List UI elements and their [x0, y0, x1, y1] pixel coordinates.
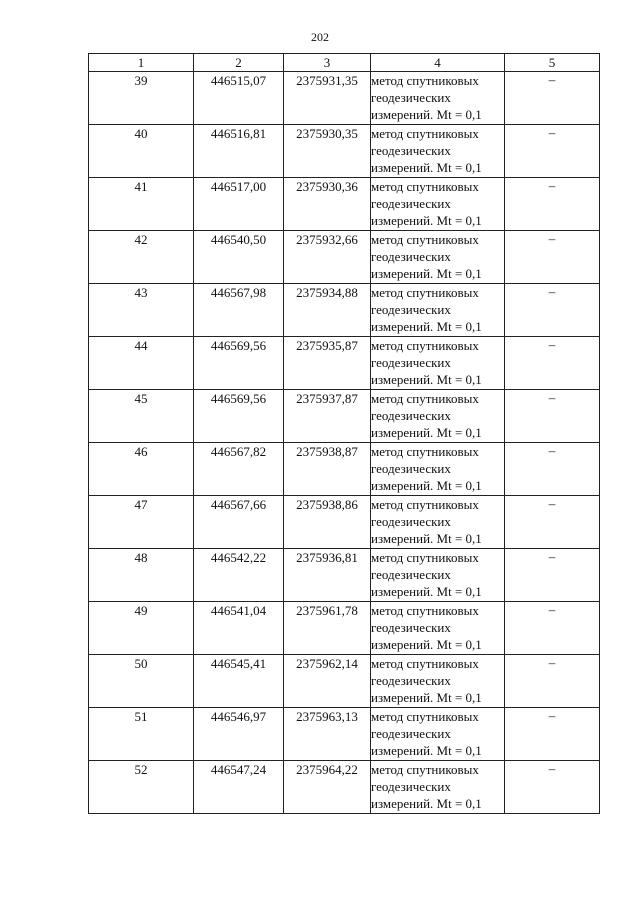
method-cell — [371, 178, 505, 231]
y-coordinate-cell: 2375934,88 — [284, 284, 371, 337]
column-5-cell: – — [505, 72, 600, 125]
point-number-cell: 39 — [89, 72, 194, 125]
x-coordinate-cell: 446515,07 — [194, 72, 284, 125]
method-line: метод спутниковых — [371, 73, 479, 88]
method-cell — [371, 72, 505, 125]
header-col-1: 1 — [89, 54, 194, 72]
y-coordinate-cell: 2375962,14 — [284, 655, 371, 708]
method-line: геодезических — [371, 673, 451, 688]
y-coordinate-cell: 2375963,13 — [284, 708, 371, 761]
point-number-cell: 47 — [89, 496, 194, 549]
header-col-5: 5 — [505, 54, 600, 72]
column-5-cell: – — [505, 231, 600, 284]
table-row — [89, 337, 600, 390]
column-5-cell: – — [505, 390, 600, 443]
method-line: метод спутниковых — [371, 444, 479, 459]
method-line: измерений. Mt = 0,1 — [371, 319, 482, 334]
method-cell — [371, 337, 505, 390]
table-header — [89, 54, 600, 72]
point-number-cell: 46 — [89, 443, 194, 496]
column-5-cell: – — [505, 708, 600, 761]
table-row — [89, 125, 600, 178]
method-line: измерений. Mt = 0,1 — [371, 372, 482, 387]
y-coordinate-cell: 2375935,87 — [284, 337, 371, 390]
method-line: геодезических — [371, 779, 451, 794]
x-coordinate-cell: 446517,00 — [194, 178, 284, 231]
table-row — [89, 231, 600, 284]
method-line: геодезических — [371, 620, 451, 635]
point-number-cell: 40 — [89, 125, 194, 178]
table-body — [89, 72, 600, 814]
column-5-cell: – — [505, 178, 600, 231]
method-line: измерений. Mt = 0,1 — [371, 107, 482, 122]
method-line: метод спутниковых — [371, 179, 479, 194]
column-5-cell: – — [505, 337, 600, 390]
header-row — [89, 54, 600, 72]
method-cell — [371, 602, 505, 655]
table-row — [89, 284, 600, 337]
y-coordinate-cell: 2375938,87 — [284, 443, 371, 496]
point-number-cell: 44 — [89, 337, 194, 390]
method-line: измерений. Mt = 0,1 — [371, 637, 482, 652]
column-5-cell: – — [505, 125, 600, 178]
method-line: измерений. Mt = 0,1 — [371, 160, 482, 175]
y-coordinate-cell: 2375961,78 — [284, 602, 371, 655]
x-coordinate-cell: 446569,56 — [194, 390, 284, 443]
table-row — [89, 496, 600, 549]
method-line: геодезических — [371, 726, 451, 741]
method-line: измерений. Mt = 0,1 — [371, 531, 482, 546]
column-5-cell: – — [505, 443, 600, 496]
table-row — [89, 655, 600, 708]
method-line: измерений. Mt = 0,1 — [371, 478, 482, 493]
y-coordinate-cell: 2375936,81 — [284, 549, 371, 602]
method-cell — [371, 284, 505, 337]
x-coordinate-cell: 446547,24 — [194, 761, 284, 814]
method-cell — [371, 655, 505, 708]
point-number-cell: 48 — [89, 549, 194, 602]
method-line: метод спутниковых — [371, 550, 479, 565]
method-line: метод спутниковых — [371, 338, 479, 353]
x-coordinate-cell: 446540,50 — [194, 231, 284, 284]
point-number-cell: 50 — [89, 655, 194, 708]
method-cell — [371, 708, 505, 761]
x-coordinate-cell: 446541,04 — [194, 602, 284, 655]
method-line: метод спутниковых — [371, 391, 479, 406]
point-number-cell: 43 — [89, 284, 194, 337]
x-coordinate-cell: 446545,41 — [194, 655, 284, 708]
method-line: измерений. Mt = 0,1 — [371, 425, 482, 440]
method-cell — [371, 231, 505, 284]
method-line: геодезических — [371, 249, 451, 264]
point-number-cell: 49 — [89, 602, 194, 655]
x-coordinate-cell: 446567,82 — [194, 443, 284, 496]
method-line: геодезических — [371, 355, 451, 370]
table-row — [89, 443, 600, 496]
method-line: геодезических — [371, 514, 451, 529]
method-line: геодезических — [371, 461, 451, 476]
method-line: метод спутниковых — [371, 497, 479, 512]
method-line: измерений. Mt = 0,1 — [371, 796, 482, 811]
method-line: измерений. Mt = 0,1 — [371, 743, 482, 758]
method-cell — [371, 549, 505, 602]
coordinates-table — [88, 53, 600, 814]
y-coordinate-cell: 2375938,86 — [284, 496, 371, 549]
point-number-cell: 45 — [89, 390, 194, 443]
y-coordinate-cell: 2375931,35 — [284, 72, 371, 125]
method-line: метод спутниковых — [371, 232, 479, 247]
x-coordinate-cell: 446567,66 — [194, 496, 284, 549]
point-number-cell: 51 — [89, 708, 194, 761]
method-cell — [371, 496, 505, 549]
method-line: геодезических — [371, 408, 451, 423]
method-line: измерений. Mt = 0,1 — [371, 213, 482, 228]
method-line: метод спутниковых — [371, 709, 479, 724]
method-line: метод спутниковых — [371, 762, 479, 777]
method-cell — [371, 125, 505, 178]
method-cell — [371, 443, 505, 496]
method-line: геодезических — [371, 196, 451, 211]
method-cell — [371, 390, 505, 443]
method-line: геодезических — [371, 302, 451, 317]
header-col-3: 3 — [284, 54, 371, 72]
table-row — [89, 602, 600, 655]
method-line: геодезических — [371, 567, 451, 582]
column-5-cell: – — [505, 655, 600, 708]
y-coordinate-cell: 2375937,87 — [284, 390, 371, 443]
table-row — [89, 72, 600, 125]
table-row — [89, 761, 600, 814]
x-coordinate-cell: 446567,98 — [194, 284, 284, 337]
column-5-cell: – — [505, 602, 600, 655]
method-line: метод спутниковых — [371, 285, 479, 300]
method-line: геодезических — [371, 143, 451, 158]
table-row — [89, 549, 600, 602]
point-number-cell: 41 — [89, 178, 194, 231]
point-number-cell: 42 — [89, 231, 194, 284]
method-line: измерений. Mt = 0,1 — [371, 266, 482, 281]
method-line: метод спутниковых — [371, 126, 479, 141]
x-coordinate-cell: 446546,97 — [194, 708, 284, 761]
table-row — [89, 390, 600, 443]
y-coordinate-cell: 2375932,66 — [284, 231, 371, 284]
page-number: 202 — [311, 30, 329, 44]
column-5-cell: – — [505, 284, 600, 337]
y-coordinate-cell: 2375930,36 — [284, 178, 371, 231]
header-col-2: 2 — [194, 54, 284, 72]
method-line: измерений. Mt = 0,1 — [371, 584, 482, 599]
method-line: геодезических — [371, 90, 451, 105]
method-line: метод спутниковых — [371, 656, 479, 671]
table-row — [89, 178, 600, 231]
point-number-cell: 52 — [89, 761, 194, 814]
table-row — [89, 708, 600, 761]
column-5-cell: – — [505, 761, 600, 814]
x-coordinate-cell: 446569,56 — [194, 337, 284, 390]
method-line: измерений. Mt = 0,1 — [371, 690, 482, 705]
y-coordinate-cell: 2375964,22 — [284, 761, 371, 814]
column-5-cell: – — [505, 549, 600, 602]
x-coordinate-cell: 446516,81 — [194, 125, 284, 178]
header-col-4: 4 — [371, 54, 505, 72]
y-coordinate-cell: 2375930,35 — [284, 125, 371, 178]
column-5-cell: – — [505, 496, 600, 549]
method-cell — [371, 761, 505, 814]
method-line: метод спутниковых — [371, 603, 479, 618]
x-coordinate-cell: 446542,22 — [194, 549, 284, 602]
